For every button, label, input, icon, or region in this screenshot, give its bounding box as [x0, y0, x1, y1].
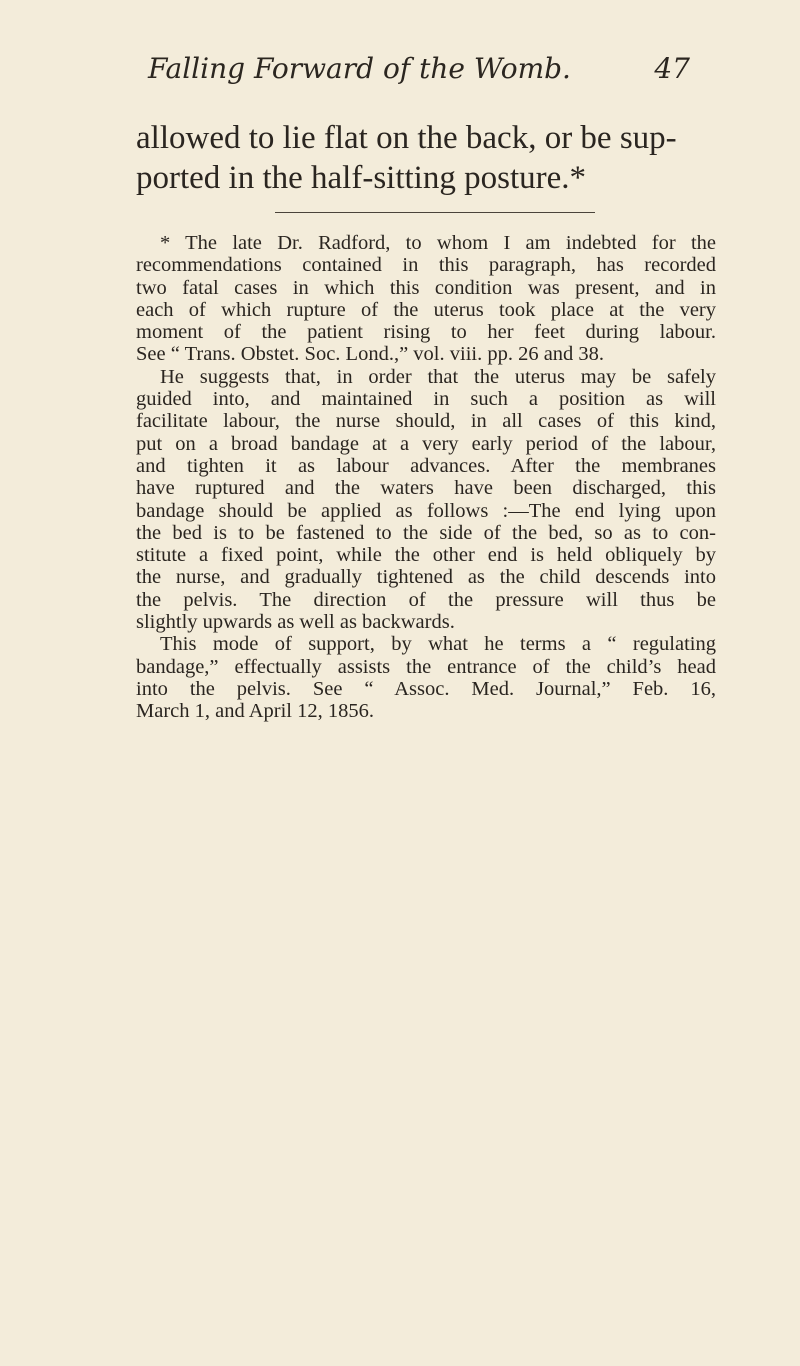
running-head [130, 52, 690, 96]
footnote-line: slightly upwards as well as backwards. [136, 611, 455, 634]
footnote-line: the bed is to be fastened to the side of the bed, so as to con- [136, 521, 716, 544]
footnote-line: each of which rupture of the uterus took place at the very [136, 298, 716, 321]
footnote-line: This mode of support, by what he terms a “ regulating [160, 633, 716, 656]
footnote-line: See “ Trans. Obstet. Soc. Lond.,” vol. viii. pp. 26 and 38. [136, 343, 605, 366]
footnote-line: facilitate labour, the nurse should, in all cases of this kind, [136, 410, 716, 433]
footnote-line: the nurse, and gradually tightened as the child descends into [136, 566, 716, 589]
body-text [136, 118, 716, 198]
footnote-line: bandage,” effectually assists the entrance of the child’s head [136, 655, 716, 678]
footnote-line: He suggests that, in order that the uterus may be safely [160, 365, 716, 388]
footnote-line: March 1, and April 12, 1856. [136, 700, 374, 723]
footnote-line: into the pelvis. See “ Assoc. Med. Journal,” Feb. 16, [136, 677, 716, 700]
footnote-line: have ruptured and the waters have been discharged, this [136, 477, 716, 500]
footnote-line: the pelvis. The direction of the pressure will thus be [136, 588, 716, 611]
footnote-separator-rule [275, 212, 595, 213]
footnote-line: recommendations contained in this paragraph, has recorded [136, 254, 716, 277]
footnote-line: moment of the patient rising to her feet during labour. [136, 321, 716, 344]
footnote-line: * The late Dr. Radford, to whom I am indebted for the [160, 232, 716, 254]
body-line: allowed to lie flat on the back, or be sup- [136, 120, 677, 156]
footnote [136, 232, 716, 723]
footnote-line: two fatal cases in which this condition was present, and in [136, 276, 716, 299]
footnote-line: and tighten it as labour advances. After the membranes [136, 454, 716, 477]
body-line: ported in the half-sitting posture.* [136, 160, 586, 196]
running-title: Falling Forward of the Womb. [148, 52, 571, 85]
footnote-line: put on a broad bandage at a very early period of the labour, [136, 432, 716, 455]
footnote-line: stitute a fixed point, while the other end is held obliquely by [136, 544, 716, 567]
page-number: 47 [654, 52, 690, 85]
footnote-line: guided into, and maintained in such a position as will [136, 388, 716, 411]
footnote-line: bandage should be applied as follows :—The end lying upon [136, 499, 716, 522]
